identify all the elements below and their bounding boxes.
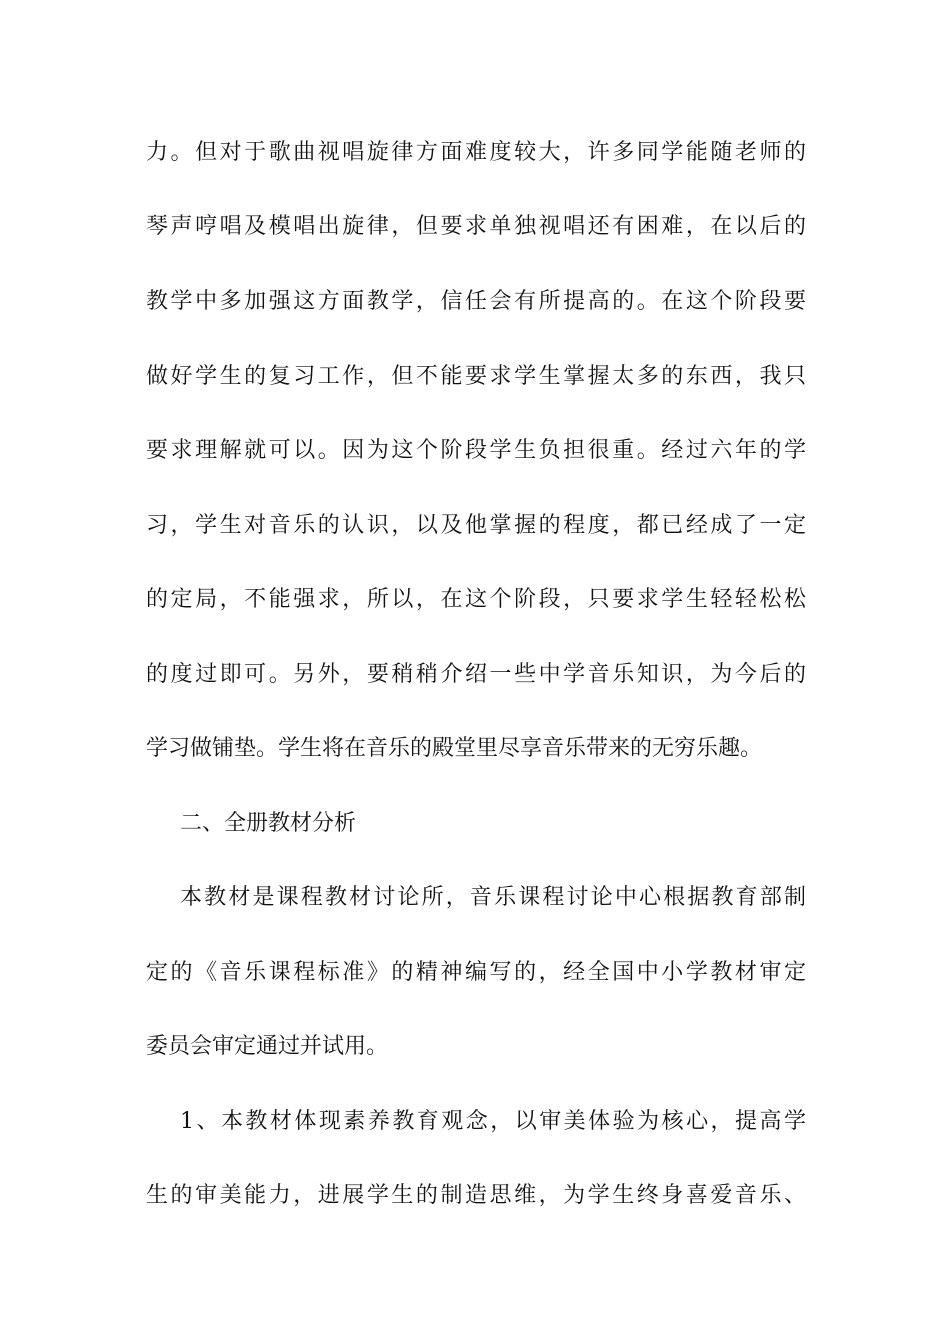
text-line: 教学中多加强这方面教学，信任会有所提高的。在这个阶段要 [146, 289, 806, 314]
text-line: 学习做铺垫。学生将在音乐的殿堂里尽享音乐带来的无穷乐趣。 [146, 736, 763, 761]
paragraph-first-line: 本教材是课程教材讨论所，音乐课程讨论中心根据教育部制 [180, 885, 806, 910]
text-line: 力。但对于歌曲视唱旋律方面难度较大，许多同学能随老师的 [146, 140, 806, 165]
text-line: 要求理解就可以。因为这个阶段学生负担很重。经过六年的学 [146, 438, 806, 463]
text-line: 做好学生的复习工作，但不能要求学生掌握太多的东西，我只 [146, 364, 806, 389]
list-item-first-line: 1、本教材体现素养教育观念，以审美体验为核心，提高学 [180, 1109, 806, 1134]
text-line: 的度过即可。另外，要稍稍介绍一些中学音乐知识，为今后的 [146, 662, 806, 687]
text-line: 委员会审定通过并试用。 [146, 1034, 389, 1059]
text-line: 的定局，不能强求，所以，在这个阶段，只要求学生轻轻松松 [146, 587, 806, 612]
section-heading: 二、全册教材分析 [180, 811, 357, 836]
text-line: 定的《音乐课程标准》的精神编写的，经全国中小学教材审定 [146, 960, 806, 985]
text-line: 生的审美能力，进展学生的制造思维，为学生终身喜爱音乐、 [146, 1183, 806, 1208]
text-line: 琴声哼唱及模唱出旋律，但要求单独视唱还有困难，在以后的 [146, 214, 806, 239]
text-line: 习，学生对音乐的认识，以及他掌握的程度，都已经成了一定 [146, 513, 806, 538]
